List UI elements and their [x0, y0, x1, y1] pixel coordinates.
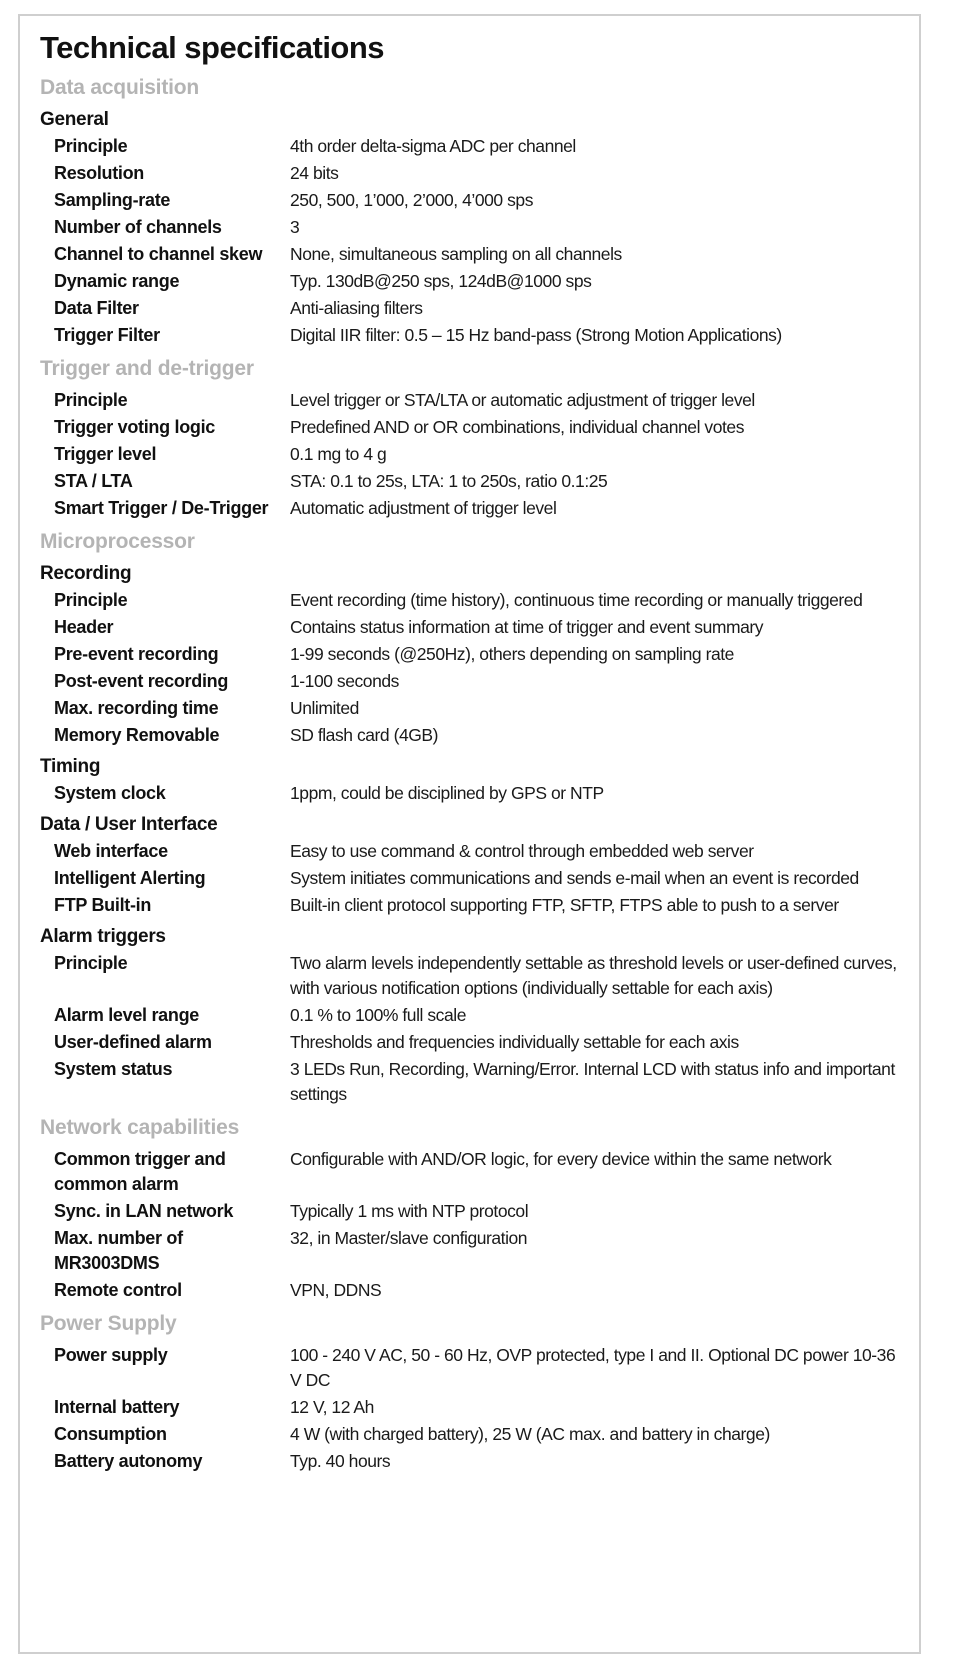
- spec-label: Alarm level range: [54, 1005, 199, 1025]
- spec-value: 24 bits: [290, 163, 339, 183]
- group-heading: Timing: [40, 756, 101, 777]
- spec-row: [40, 1421, 910, 1448]
- spec-row: [40, 268, 910, 295]
- spec-value: 1-99 seconds (@250Hz), others depending on sampling rate: [290, 644, 734, 664]
- spec-row: [40, 668, 910, 695]
- spec-row: [40, 495, 910, 522]
- spec-row: [40, 322, 910, 349]
- spec-group: [40, 560, 910, 749]
- spec-value: Typically 1 ms with NTP protocol: [290, 1201, 529, 1221]
- spec-sheet-content: [40, 28, 910, 1475]
- spec-label: Principle: [54, 590, 128, 610]
- spec-label: Header: [54, 617, 114, 637]
- spec-label: System status: [54, 1059, 173, 1079]
- spec-row: [40, 1029, 910, 1056]
- spec-section: [40, 74, 910, 349]
- spec-label: Intelligent Alerting: [54, 868, 206, 888]
- spec-row: [40, 441, 910, 468]
- spec-row: [40, 587, 910, 614]
- spec-row: [40, 133, 910, 160]
- spec-value: 3: [290, 217, 300, 237]
- spec-value: Level trigger or STA/LTA or automatic adjustment of trigger level: [290, 390, 755, 410]
- spec-label: Principle: [54, 390, 128, 410]
- spec-row: [40, 1056, 910, 1108]
- spec-row: [40, 1448, 910, 1475]
- spec-group: [40, 753, 910, 807]
- spec-label: Power supply: [54, 1345, 168, 1365]
- spec-value: Thresholds and frequencies individually settable for each axis: [290, 1032, 739, 1052]
- spec-label: Data Filter: [54, 298, 139, 318]
- spec-value: Easy to use command & control through embedded web server: [290, 841, 754, 861]
- spec-label: Sync. in LAN network: [54, 1201, 234, 1221]
- spec-value: Configurable with AND/OR logic, for every device within the same network: [290, 1149, 832, 1169]
- spec-label: Trigger voting logic: [54, 417, 216, 437]
- spec-row: [40, 614, 910, 641]
- spec-row: [40, 892, 910, 919]
- spec-row: [40, 1002, 910, 1029]
- spec-group: [40, 387, 910, 522]
- spec-value: 100 - 240 V AC, 50 - 60 Hz, OVP protected, type I and II. Optional DC power 10-36 V DC: [290, 1345, 896, 1390]
- section-heading: Power Supply: [40, 1312, 177, 1335]
- spec-value: 12 V, 12 Ah: [290, 1397, 374, 1417]
- spec-label: Principle: [54, 953, 128, 973]
- spec-label: Principle: [54, 136, 128, 156]
- spec-value: 1-100 seconds: [290, 671, 399, 691]
- spec-row: [40, 1225, 910, 1277]
- spec-value: Anti-aliasing filters: [290, 298, 423, 318]
- spec-label: Trigger Filter: [54, 325, 160, 345]
- spec-label: Trigger level: [54, 444, 157, 464]
- section-heading: Trigger and de-trigger: [40, 357, 254, 380]
- spec-label: STA / LTA: [54, 471, 133, 491]
- section-heading: Microprocessor: [40, 530, 195, 553]
- spec-value: Typ. 130dB@250 sps, 124dB@1000 sps: [290, 271, 592, 291]
- spec-row: [40, 214, 910, 241]
- spec-value: 1ppm, could be disciplined by GPS or NTP: [290, 783, 604, 803]
- spec-value: SD flash card (4GB): [290, 725, 439, 745]
- spec-row: [40, 950, 910, 1002]
- spec-row: [40, 780, 910, 807]
- spec-group: [40, 811, 910, 919]
- spec-label: FTP Built-in: [54, 895, 152, 915]
- spec-label: Sampling-rate: [54, 190, 171, 210]
- spec-row: [40, 722, 910, 749]
- group-heading: Data / User Interface: [40, 814, 218, 835]
- spec-value: Automatic adjustment of trigger level: [290, 498, 557, 518]
- spec-row: [40, 241, 910, 268]
- spec-value: 4th order delta-sigma ADC per channel: [290, 136, 576, 156]
- spec-row: [40, 414, 910, 441]
- section-heading: Data acquisition: [40, 76, 199, 99]
- group-heading: Alarm triggers: [40, 926, 166, 947]
- group-heading: Recording: [40, 563, 132, 584]
- spec-row: [40, 1146, 910, 1198]
- spec-row: [40, 187, 910, 214]
- group-heading: General: [40, 109, 109, 130]
- spec-row: [40, 468, 910, 495]
- spec-label: Pre-event recording: [54, 644, 219, 664]
- spec-value: None, simultaneous sampling on all channels: [290, 244, 622, 264]
- spec-group: [40, 1342, 910, 1475]
- page-title: Technical specifications: [40, 30, 385, 65]
- spec-row: [40, 160, 910, 187]
- spec-group: [40, 1146, 910, 1304]
- spec-label: System clock: [54, 783, 166, 803]
- spec-section: [40, 528, 910, 1108]
- spec-value: Predefined AND or OR combinations, individual channel votes: [290, 417, 744, 437]
- spec-section: [40, 1114, 910, 1304]
- spec-group: [40, 923, 910, 1108]
- spec-label: Memory Removable: [54, 725, 220, 745]
- spec-label: Remote control: [54, 1280, 182, 1300]
- spec-value: Typ. 40 hours: [290, 1451, 391, 1471]
- spec-group: [40, 106, 910, 349]
- spec-row: [40, 838, 910, 865]
- spec-sections: [40, 74, 910, 1475]
- spec-value: System initiates communications and sends e-mail when an event is recorded: [290, 868, 859, 888]
- section-heading: Network capabilities: [40, 1116, 240, 1139]
- spec-label: Post-event recording: [54, 671, 229, 691]
- spec-value: STA: 0.1 to 25s, LTA: 1 to 250s, ratio 0.1:25: [290, 471, 608, 491]
- spec-section: [40, 1310, 910, 1475]
- spec-value: Contains status information at time of trigger and event summary: [290, 617, 764, 637]
- spec-value: 3 LEDs Run, Recording, Warning/Error. Internal LCD with status info and important settings: [290, 1059, 895, 1104]
- spec-row: [40, 1198, 910, 1225]
- spec-value: 4 W (with charged battery), 25 W (AC max. and battery in charge): [290, 1424, 770, 1444]
- spec-value: Event recording (time history), continuous time recording or manually triggered: [290, 590, 863, 610]
- spec-label: Web interface: [54, 841, 168, 861]
- spec-label: Number of channels: [54, 217, 222, 237]
- spec-section: [40, 355, 910, 522]
- spec-label: Max. recording time: [54, 698, 219, 718]
- spec-row: [40, 865, 910, 892]
- spec-value: VPN, DDNS: [290, 1280, 382, 1300]
- spec-label: Max. number of MR3003DMS: [54, 1228, 183, 1273]
- spec-value: 250, 500, 1’000, 2’000, 4’000 sps: [290, 190, 533, 210]
- spec-row: [40, 695, 910, 722]
- spec-row: [40, 295, 910, 322]
- spec-label: Internal battery: [54, 1397, 180, 1417]
- spec-label: Channel to channel skew: [54, 244, 263, 264]
- spec-label: User-defined alarm: [54, 1032, 212, 1052]
- spec-label: Common trigger and common alarm: [54, 1149, 226, 1194]
- spec-label: Battery autonomy: [54, 1451, 203, 1471]
- spec-row: [40, 641, 910, 668]
- spec-label: Smart Trigger / De-Trigger: [54, 498, 269, 518]
- spec-value: Two alarm levels independently settable as threshold levels or user-defined curves, with various notification options (individually settable for each axis): [290, 953, 897, 998]
- spec-value: Digital IIR filter: 0.5 – 15 Hz band-pass (Strong Motion Applications): [290, 325, 782, 345]
- spec-row: [40, 387, 910, 414]
- spec-value: 0.1 % to 100% full scale: [290, 1005, 466, 1025]
- spec-value: 0.1 mg to 4 g: [290, 444, 387, 464]
- spec-label: Resolution: [54, 163, 144, 183]
- spec-sheet-frame: [18, 14, 921, 1654]
- spec-row: [40, 1394, 910, 1421]
- spec-row: [40, 1342, 910, 1394]
- spec-value: 32, in Master/slave configuration: [290, 1228, 528, 1248]
- spec-row: [40, 1277, 910, 1304]
- spec-label: Dynamic range: [54, 271, 180, 291]
- spec-value: Unlimited: [290, 698, 359, 718]
- spec-label: Consumption: [54, 1424, 167, 1444]
- spec-value: Built-in client protocol supporting FTP, SFTP, FTPS able to push to a server: [290, 895, 839, 915]
